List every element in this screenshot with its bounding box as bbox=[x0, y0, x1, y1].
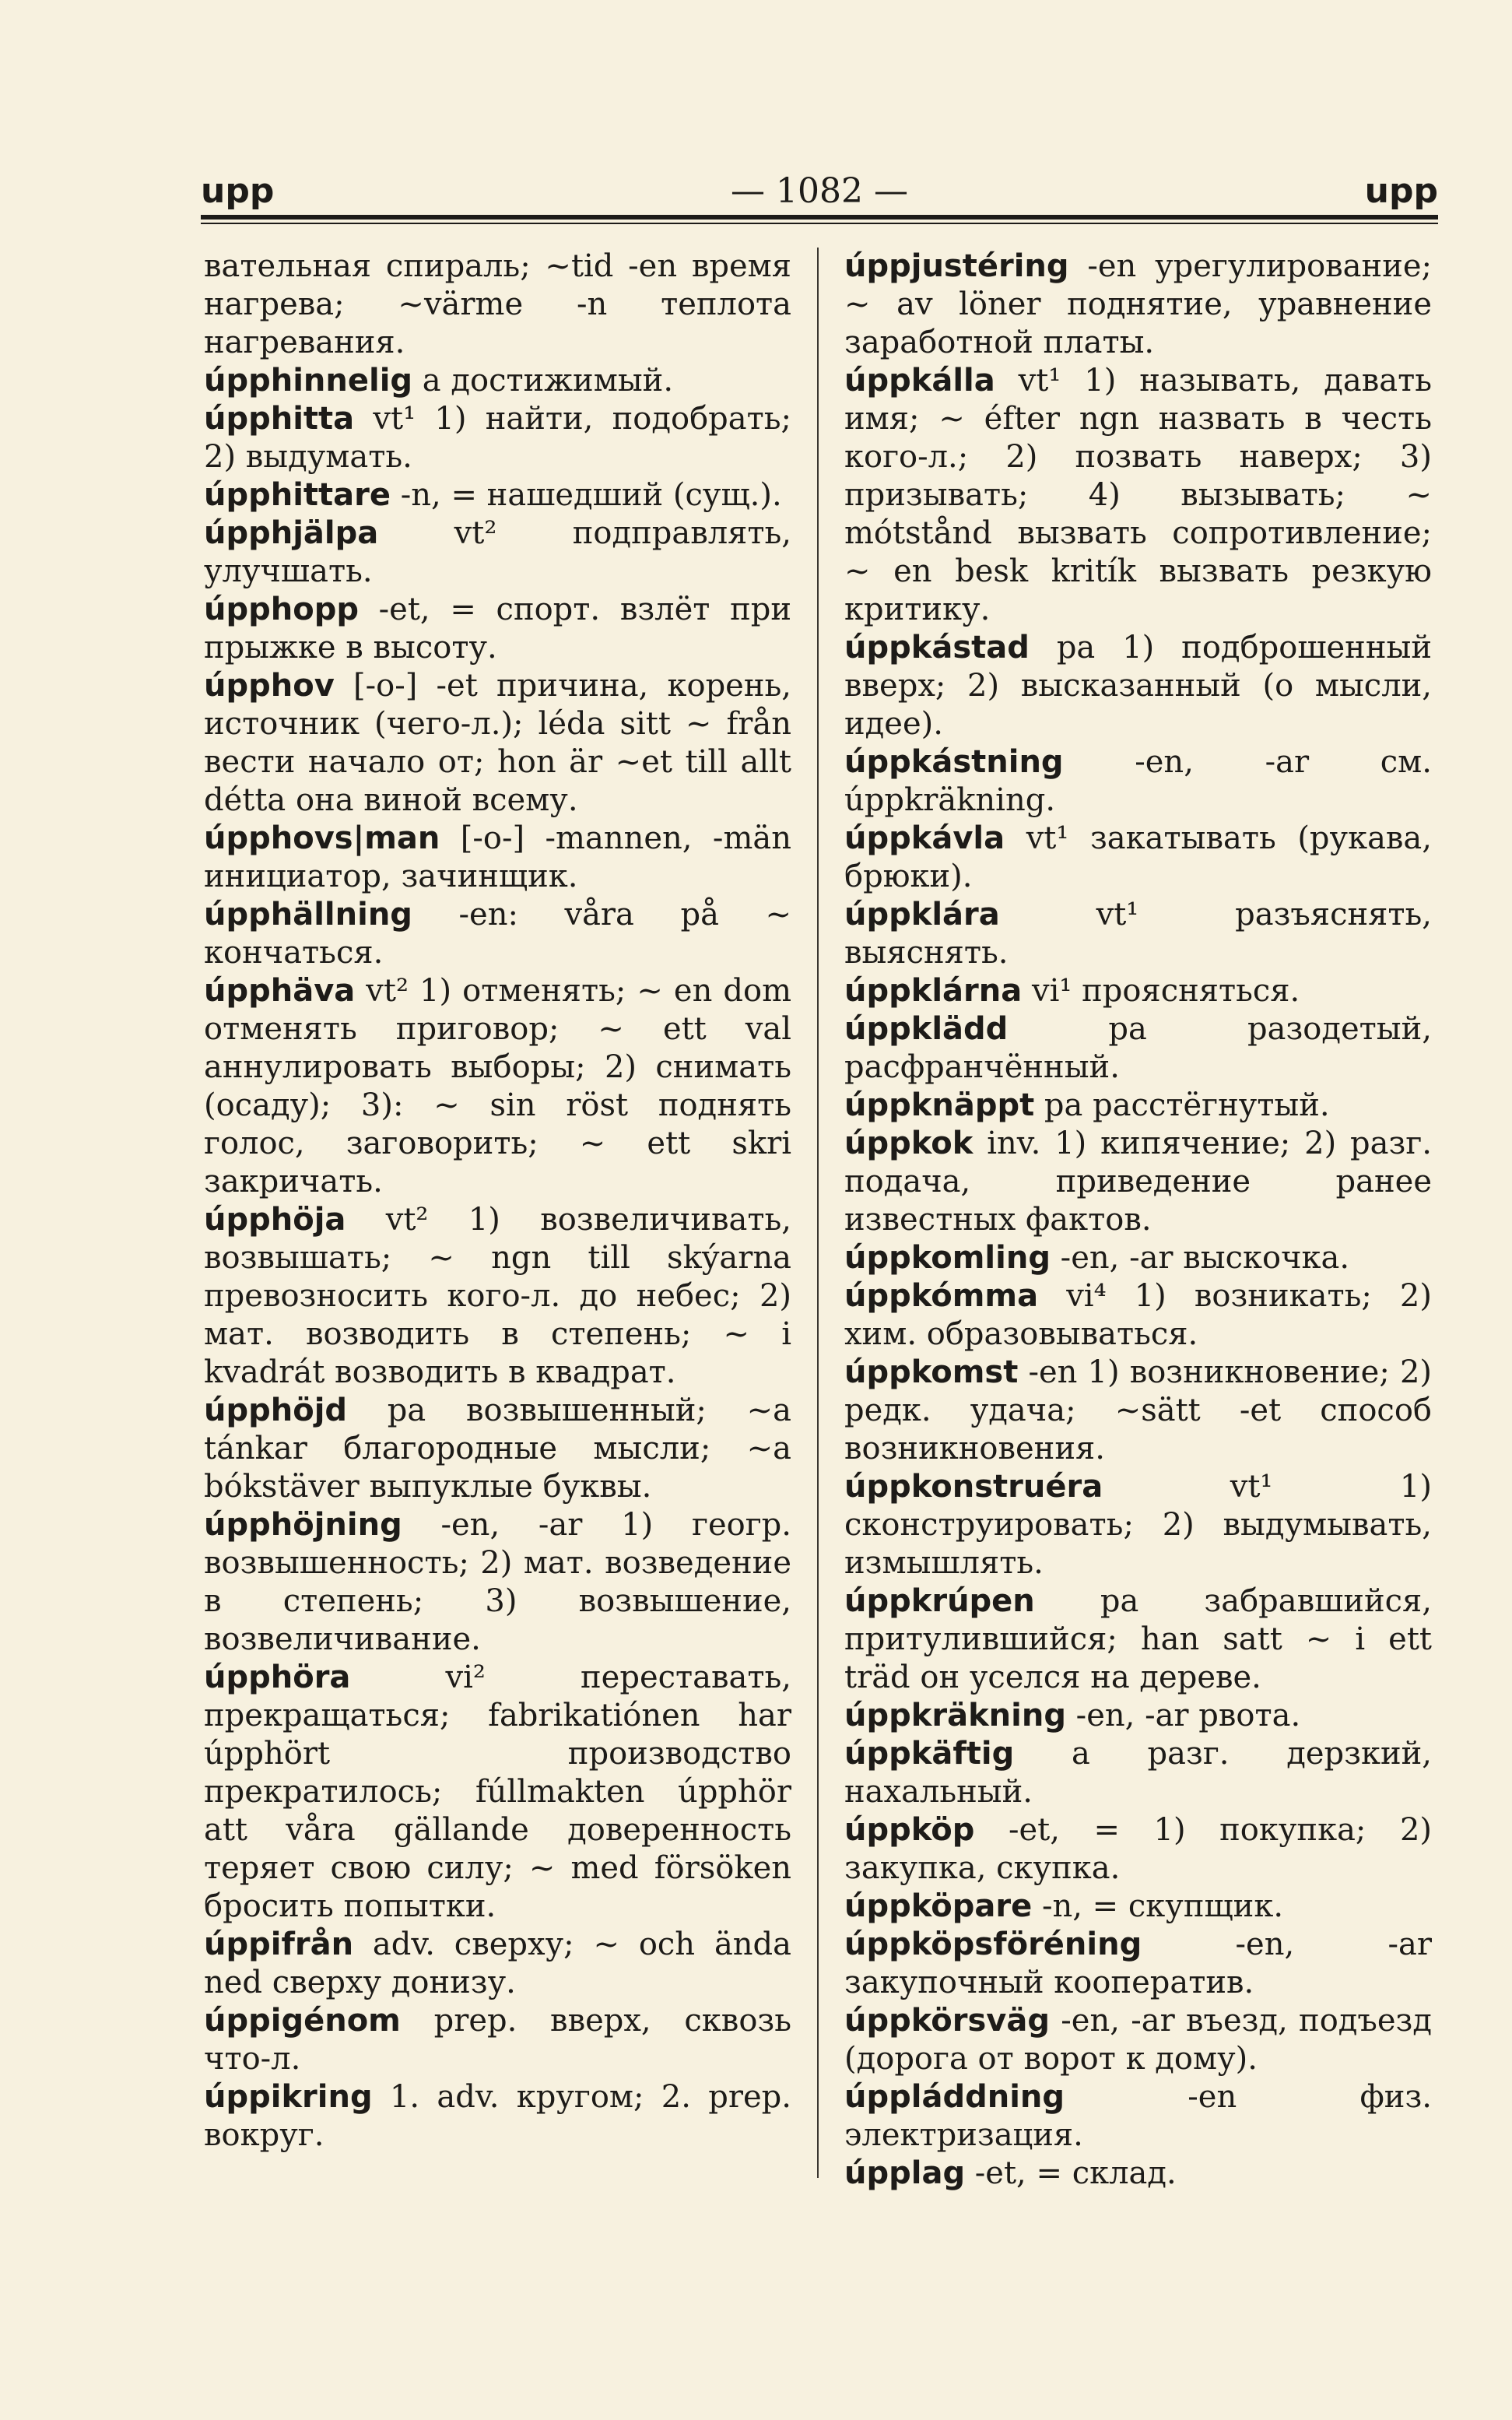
entry-headword: úpplag bbox=[844, 2155, 966, 2191]
header-rule-thin bbox=[201, 223, 1438, 224]
dictionary-entry bbox=[844, 743, 1432, 820]
entry-definition: a достижимый. bbox=[412, 363, 674, 399]
entry-headword: úppigénom bbox=[204, 2003, 401, 2039]
dictionary-entry bbox=[204, 1201, 791, 1392]
entry-headword: úppkomst bbox=[844, 1354, 1019, 1390]
entry-definition: vt² 1) отменять; ~ en dom отменять приговор; ~ ett val аннулировать выборы; 2) снимать (осаду); 3): ~ sin röst поднять голос, заговорить; ~ ett skri закричать. bbox=[204, 973, 791, 1199]
entry-headword: úppköpare bbox=[844, 1888, 1033, 1924]
column-divider bbox=[817, 248, 819, 2178]
entry-headword: úppkäftig bbox=[844, 1736, 1015, 1772]
dictionary-entry bbox=[844, 629, 1432, 743]
entry-headword: úpphöja bbox=[204, 1202, 346, 1238]
entry-definition: vt¹ закатывать (рукава, брюки). bbox=[844, 820, 1432, 894]
entry-headword: úppkómma bbox=[844, 1278, 1039, 1314]
dictionary-entry bbox=[844, 1277, 1432, 1354]
dictionary-entry bbox=[844, 1926, 1432, 2002]
entry-headword: úppköp bbox=[844, 1812, 975, 1848]
dictionary-entry bbox=[844, 1735, 1432, 1811]
entry-headword: úpphitta bbox=[204, 401, 355, 437]
entry-definition: -en, -ar 1) геогр. возвышенность; 2) мат. возведение в степень; 3) возвышение, возвеличивание. bbox=[204, 1507, 791, 1657]
entry-definition: pa возвышенный; ~a tánkar благородные мысли; ~a bókstäver выпуклые буквы. bbox=[204, 1393, 791, 1505]
entry-definition: -et, = спорт. взлёт при прыжке в высоту. bbox=[204, 592, 791, 666]
entry-definition: -en, -ar закупочный кооператив. bbox=[844, 1927, 1432, 2000]
header-left: upp bbox=[201, 171, 275, 211]
entry-definition: -en: våra på ~ кончаться. bbox=[204, 897, 791, 971]
dictionary-entry bbox=[844, 2155, 1432, 2193]
entry-definition: [-o-] -mannen, -män инициатор, зачинщик. bbox=[204, 820, 791, 894]
running-head bbox=[201, 165, 1438, 220]
entry-definition: vi⁴ 1) возникать; 2) хим. образовываться. bbox=[844, 1278, 1432, 1352]
entry-headword: úpphinnelig bbox=[204, 363, 413, 399]
entry-headword: úppklára bbox=[844, 897, 1000, 933]
dictionary-entry bbox=[844, 972, 1432, 1010]
left-column bbox=[204, 248, 791, 2155]
dictionary-entry bbox=[204, 896, 791, 972]
entry-headword: úppknäppt bbox=[844, 1087, 1035, 1123]
dictionary-entry bbox=[844, 820, 1432, 896]
entry-headword: úpphöra bbox=[204, 1660, 351, 1695]
dictionary-entry bbox=[204, 820, 791, 896]
dictionary-entry bbox=[844, 248, 1432, 362]
entry-headword: úppköpsföréning bbox=[844, 1927, 1142, 1962]
entry-headword: úpphöjd bbox=[204, 1393, 348, 1428]
dictionary-entry bbox=[844, 1697, 1432, 1735]
dictionary-entry bbox=[204, 1506, 791, 1659]
entry-headword: úppkonstruéra bbox=[844, 1469, 1103, 1505]
entry-definition: pa разодетый, расфранчённый. bbox=[844, 1011, 1432, 1085]
entry-headword: úppkrúpen bbox=[844, 1583, 1035, 1619]
entry-definition: 1. adv. кругом; 2. prep. вокруг. bbox=[204, 2079, 791, 2153]
entry-headword: úpphjälpa bbox=[204, 515, 379, 551]
header-right: upp bbox=[1364, 171, 1438, 211]
entry-headword: úppkomling bbox=[844, 1240, 1051, 1276]
entry-definition: pa 1) подброшенный вверх; 2) высказанный (о мысли, идее). bbox=[844, 630, 1432, 742]
entry-definition: -en 1) возникновение; 2) редк. удача; ~sätt -et способ возникновения. bbox=[844, 1354, 1432, 1466]
entry-definition: -en, -ar рвота. bbox=[1065, 1698, 1301, 1733]
entry-definition: -en, -ar выскочка. bbox=[1050, 1240, 1350, 1276]
entry-headword: úppláddning bbox=[844, 2079, 1065, 2115]
entry-headword: úppkástning bbox=[844, 744, 1064, 780]
dictionary-entry bbox=[844, 2078, 1432, 2155]
entry-definition: -et, = склад. bbox=[965, 2155, 1177, 2191]
header-rule bbox=[201, 215, 1438, 220]
dictionary-entry bbox=[204, 2078, 791, 2155]
dictionary-entry bbox=[204, 2002, 791, 2078]
entry-definition: [-o-] -et причина, корень, источник (чего-л.); léda sitt ~ från вести начало от; hon är ~et till allt détta она виной всему. bbox=[204, 668, 791, 818]
entry-definition: -en, -ar въезд, подъезд (дорога от ворот к дому). bbox=[844, 2003, 1432, 2077]
entry-headword: úppkálla bbox=[844, 363, 995, 399]
dictionary-entry bbox=[204, 1392, 791, 1506]
entry-headword: úppkávla bbox=[844, 820, 1005, 856]
dictionary-entry bbox=[204, 400, 791, 476]
entry-definition: a разг. дерзкий, нахальный. bbox=[844, 1736, 1432, 1810]
entry-headword: úpphopp bbox=[204, 592, 359, 627]
entry-definition: vt¹ 1) сконструировать; 2) выдумывать, измышлять. bbox=[844, 1469, 1432, 1581]
entry-headword: úpphällning bbox=[204, 897, 412, 933]
entry-headword: úppklárna bbox=[844, 973, 1023, 1009]
dictionary-entry bbox=[844, 1468, 1432, 1582]
entry-definition: vi¹ проясняться. bbox=[1022, 973, 1300, 1009]
dictionary-entry bbox=[844, 1354, 1432, 1468]
dictionary-entry bbox=[844, 1888, 1432, 1926]
entry-definition: vt¹ разъяснять, выяснять. bbox=[844, 897, 1432, 971]
entry-definition: -et, = 1) покупка; 2) закупка, скупка. bbox=[844, 1812, 1432, 1886]
entry-headword: úpphäva bbox=[204, 973, 356, 1009]
entry-definition: вательная спираль; ~tid -en время нагрева; ~värme -n теплота нагревания. bbox=[204, 248, 791, 360]
dictionary-entry bbox=[204, 362, 791, 400]
dictionary-entry bbox=[844, 896, 1432, 972]
dictionary-entry bbox=[844, 1811, 1432, 1888]
dictionary-entry bbox=[204, 972, 791, 1201]
entry-definition: vi² переставать, прекращаться; fabrikatiónen har úpphört производство прекратилось; fúllmakten úpphör att våra gällande доверенность теряет свою силу; ~ med försöken бросить попытки. bbox=[204, 1660, 791, 1924]
entry-definition: inv. 1) кипячение; 2) разг. подача, приведение ранее известных фактов. bbox=[844, 1126, 1432, 1238]
entry-definition: vt² 1) возвеличивать, возвышать; ~ ngn till skýarna превозносить кого-л. до небес; 2) мат. возводить в степень; ~ i kvadrát возводить в квадрат. bbox=[204, 1202, 791, 1390]
entry-headword: úpphöjning bbox=[204, 1507, 402, 1543]
entry-headword: úppkräkning bbox=[844, 1698, 1066, 1733]
entry-headword: úppikring bbox=[204, 2079, 373, 2115]
entry-headword: úppkörsväg bbox=[844, 2003, 1050, 2039]
entry-headword: úppkástad bbox=[844, 630, 1030, 666]
entry-definition: vt² подправлять, улучшать. bbox=[204, 515, 791, 589]
entry-definition: -en урегулирование; ~ av löner поднятие, уравнение заработной платы. bbox=[844, 248, 1432, 360]
entry-definition: -n, = нашедший (сущ.). bbox=[391, 477, 782, 513]
dictionary-entry bbox=[204, 476, 791, 515]
dictionary-entry bbox=[204, 667, 791, 820]
entry-definition: vt¹ 1) найти, подобрать; 2) выдумать. bbox=[204, 401, 791, 475]
dictionary-entry bbox=[204, 248, 791, 362]
dictionary-entry bbox=[844, 2002, 1432, 2078]
dictionary-entry bbox=[204, 1659, 791, 1926]
entry-headword: úppjustéring bbox=[844, 248, 1069, 284]
entry-definition: vt¹ 1) называть, давать имя; ~ éfter ngn назвать в честь кого-л.; 2) позвать наверх; 3) призывать; 4) вызывать; ~ mótstånd вызвать сопротивление; ~ en besk kritík вызвать резкую критику. bbox=[844, 363, 1432, 627]
entry-headword: úppkok bbox=[844, 1126, 974, 1161]
right-column bbox=[844, 248, 1432, 2193]
entry-definition: -n, = скупщик. bbox=[1032, 1888, 1284, 1924]
entry-definition: prep. вверх, сквозь что-л. bbox=[204, 2003, 791, 2077]
dictionary-entry bbox=[844, 362, 1432, 629]
entry-definition: -en физ. электризация. bbox=[844, 2079, 1432, 2153]
dictionary-entry bbox=[844, 1239, 1432, 1277]
entry-headword: úpphittare bbox=[204, 477, 391, 513]
dictionary-entry bbox=[844, 1010, 1432, 1087]
dictionary-entry bbox=[844, 1582, 1432, 1697]
page-number: — 1082 — bbox=[731, 171, 908, 211]
entry-headword: úppklädd bbox=[844, 1011, 1009, 1047]
entry-definition: pa расстёгнутый. bbox=[1034, 1087, 1330, 1123]
entry-definition: -en, -ar см. úppkräkning. bbox=[844, 744, 1432, 818]
entry-headword: úpphovs|man bbox=[204, 820, 440, 856]
entry-headword: úpphov bbox=[204, 668, 335, 704]
entry-definition: adv. сверху; ~ och ända ned сверху донизу. bbox=[204, 1927, 791, 2000]
dictionary-entry bbox=[844, 1125, 1432, 1239]
dictionary-entry bbox=[204, 1926, 791, 2002]
entry-definition: pa забравшийся, притулившийся; han satt ~ i ett träd он уселся на дереве. bbox=[844, 1583, 1432, 1695]
dictionary-entry bbox=[844, 1087, 1432, 1125]
entry-headword: úppifrån bbox=[204, 1927, 354, 1962]
dictionary-entry bbox=[204, 591, 791, 667]
dictionary-entry bbox=[204, 515, 791, 591]
